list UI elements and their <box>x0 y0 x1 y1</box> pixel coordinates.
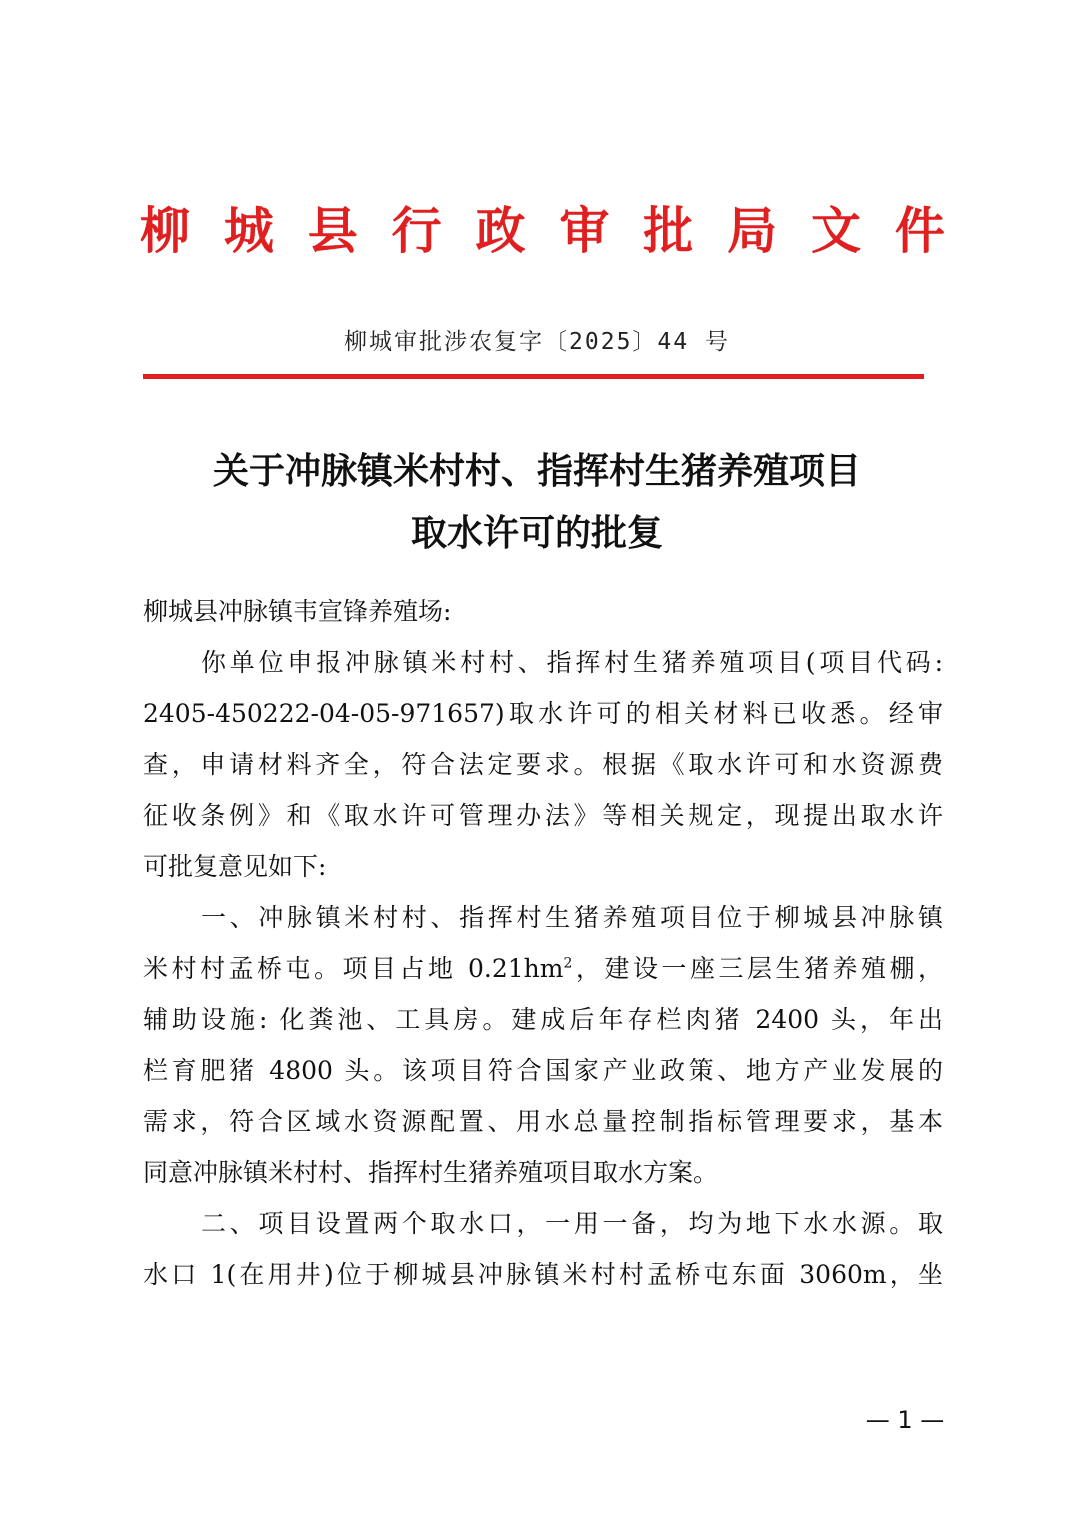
title-char: 柳 <box>140 201 190 260</box>
issuing-authority-title <box>140 196 945 266</box>
paragraph-1-line: 2405-450222-04-05-971657)取水许可的相关材料已收悉。经审 <box>143 699 943 728</box>
title-char: 文 <box>811 201 861 260</box>
paragraph-1-line: 可批复意见如下: <box>143 852 327 881</box>
addressee: 柳城县冲脉镇韦宣锋养殖场: <box>143 597 452 626</box>
paragraph-2-text: 米村村孟桥屯。项目占地 0.21hm <box>143 954 564 983</box>
document-title-line-1: 关于冲脉镇米村村、指挥村生猪养殖项目 <box>212 450 861 492</box>
paragraph-2-line: 辅助设施: 化粪池、工具房。建成后年存栏肉猪 2400 头，年出 <box>143 1005 943 1034</box>
title-char: 局 <box>727 201 778 260</box>
paragraph-2-line: 栏育肥猪 4800 头。该项目符合国家产业政策、地方产业发展的 <box>143 1056 943 1085</box>
paragraph-2-line: 需求，符合区域水资源配置、用水总量控制指标管理要求，基本 <box>143 1107 943 1136</box>
paragraph-1-line: 征收条例》和《取水许可管理办法》等相关规定，现提出取水许 <box>143 801 943 830</box>
document-body <box>143 586 943 1300</box>
title-char: 县 <box>307 201 358 260</box>
document-title <box>0 440 1074 564</box>
title-char: 城 <box>223 201 274 260</box>
title-char: 件 <box>894 201 945 260</box>
title-char: 批 <box>643 201 694 260</box>
paragraph-3-line: 二、项目设置两个取水口，一用一备，均为地下水水源。取 <box>201 1209 943 1238</box>
document-title-line-2: 取水许可的批复 <box>410 512 663 554</box>
paragraph-1-line: 你单位申报冲脉镇米村村、指挥村生猪养殖项目(项目代码: <box>201 648 943 677</box>
red-divider-line <box>143 374 924 379</box>
title-char: 审 <box>559 201 610 260</box>
paragraph-2-line: 一、冲脉镇米村村、指挥村生猪养殖项目位于柳城县冲脉镇 <box>201 903 943 932</box>
title-char: 政 <box>475 201 526 260</box>
title-char: 行 <box>391 201 442 260</box>
superscript: 2 <box>563 955 573 972</box>
paragraph-3-line: 水口 1(在用井)位于柳城县冲脉镇米村村孟桥屯东面 3060m，坐 <box>143 1260 943 1289</box>
paragraph-2-line <box>143 943 943 994</box>
paragraph-2-text: ，建设一座三层生猪养殖棚， <box>572 954 943 983</box>
page-number: — 1 — <box>865 1406 945 1434</box>
paragraph-1-line: 查，申请材料齐全，符合法定要求。根据《取水许可和水资源费 <box>143 750 943 779</box>
document-number: 柳城审批涉农复字〔2025〕44 号 <box>344 329 730 355</box>
paragraph-2-line: 同意冲脉镇米村村、指挥村生猪养殖项目取水方案。 <box>143 1158 719 1187</box>
